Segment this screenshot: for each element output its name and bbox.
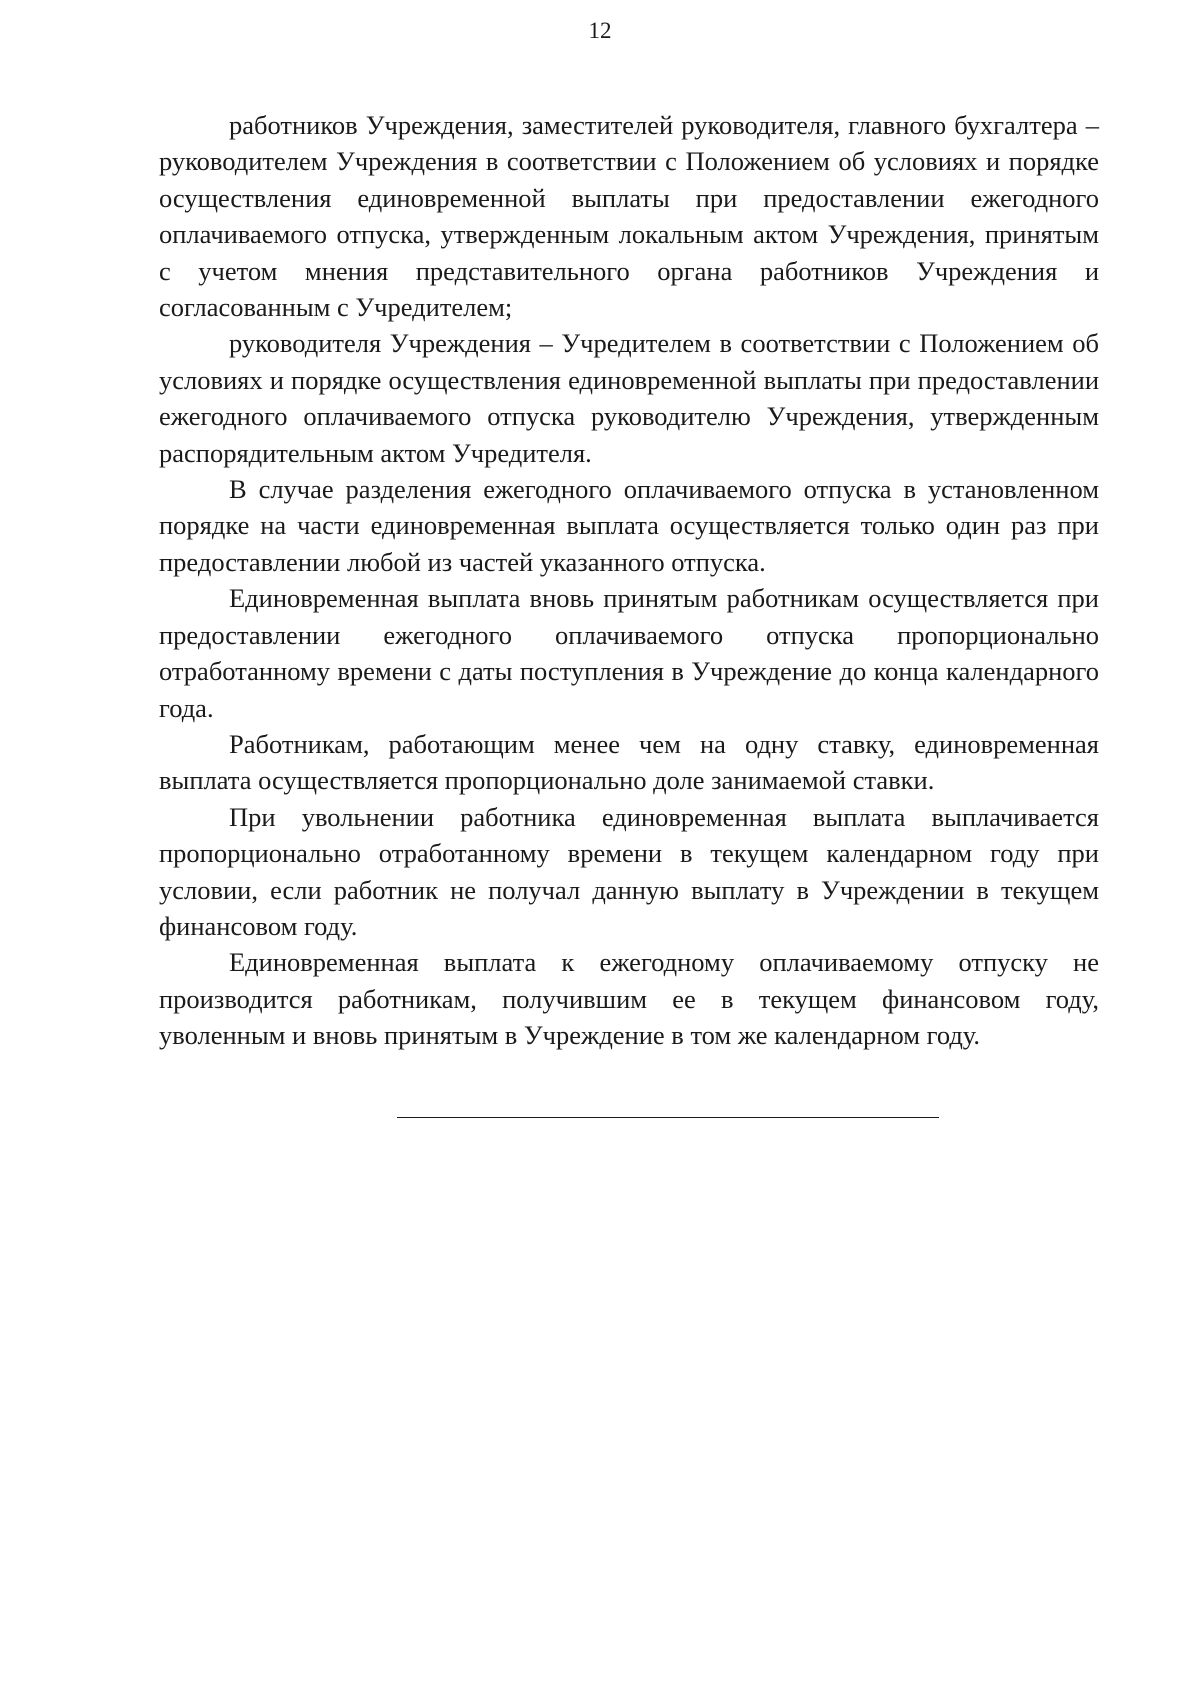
paragraph-part-time: Работникам, работающим менее чем на одну ставку, единовременная выплата осуществляется пропорционально доле занимаемой ставки.: [159, 728, 1099, 796]
paragraph-exclusion: Единовременная выплата к ежегодному оплачиваемому отпуску не производится работникам, получившим ее в текущем финансовом году, уволенным и вновь принятым в Учреждение в том же календарном году.: [159, 947, 1099, 1051]
end-of-document-rule: [397, 1117, 939, 1118]
paragraph-new-employees: Единовременная выплата вновь принятым работникам осуществляется при предоставлении ежегодного оплачиваемого отпуска пропорционально отработанному времени с даты поступления в Учреждение до конца календарного года.: [159, 583, 1099, 723]
paragraph-dismissal: При увольнении работника единовременная выплата выплачивается пропорционально отработанному времени в текущем календарном году при условии, если работник не получал данную выплату в Учреждении в текущем финансовом году.: [159, 801, 1099, 941]
paragraph-vacation-split: В случае разделения ежегодного оплачиваемого отпуска в установленном порядке на части единовременная выплата осуществляется только один раз при предоставлении любой из частей указанного отпуска.: [159, 474, 1099, 577]
page-number: 12: [588, 18, 612, 43]
document-body: [159, 107, 1099, 1054]
paragraph-director-payment: руководителя Учреждения – Учредителем в соответствии с Положением об условиях и порядке осуществления единовременной выплаты при предоставлении ежегодного оплачиваемого отпуска руководителю Учреждения, утвержденным распорядительным актом Учредителя.: [159, 328, 1099, 468]
paragraph-employees-payment: работников Учреждения, заместителей руководителя, главного бухгалтера – руководителем Учреждения в соответствии с Положением об условиях и порядке осуществления единовременной выплаты при предоставлении ежегодного оплачиваемого отпуска, утвержденным локальным актом Учреждения, принятым с учетом мнения представительного органа работников Учреждения и согласованным с Учредителем;: [159, 110, 1099, 323]
